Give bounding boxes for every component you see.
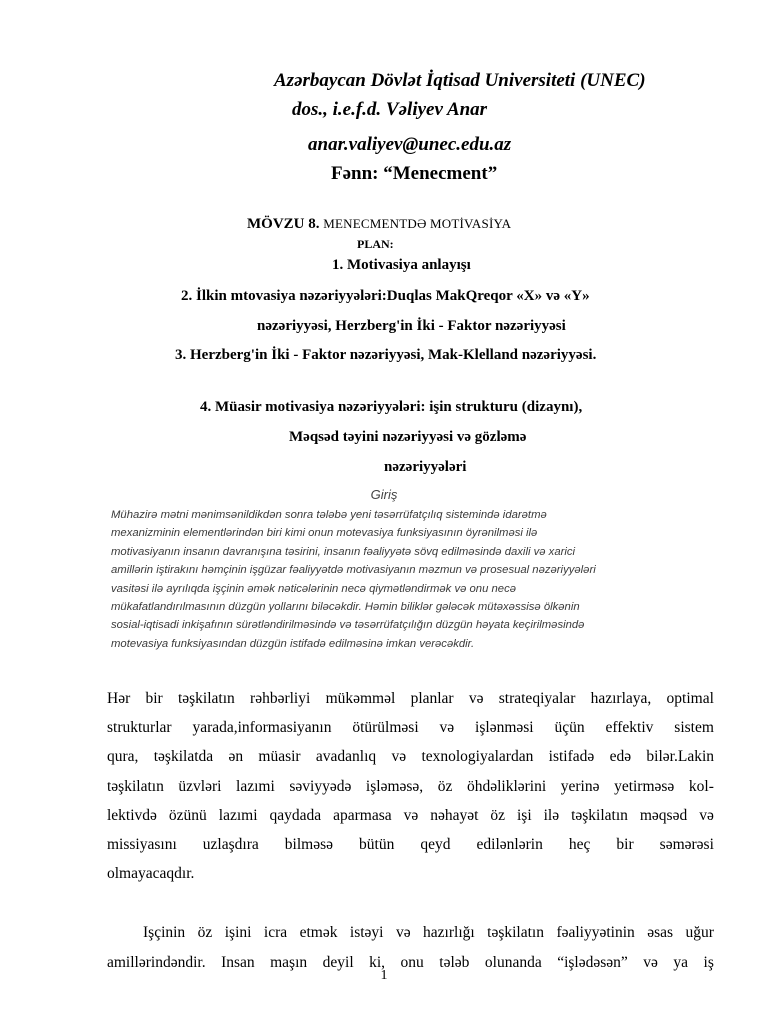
body-line: Hər bir təşkilatın rəhbərliyi mükəmməl planlar və strateqiyalar hazırlaya, optimal (107, 690, 714, 707)
plan-item-continuation: nəzəriyyələri (384, 459, 467, 475)
university-name: Azərbaycan Dövlət İqtisad Universiteti (UNEC) (274, 70, 646, 91)
intro-line: mexanizminin elementlərindən biri kimi onun motevasiya funksiyasının öyrənilməsi ilə (111, 527, 538, 540)
topic-title: MENECMENTDƏ MOTİVASİYA (323, 216, 512, 231)
intro-line: vasitəsi ilə ayrılıqda işçinin əmək nəticələrinin necə qiymətləndirmək və onu necə (111, 582, 517, 595)
author-name: dos., i.e.f.d. Vəliyev Anar (292, 99, 488, 120)
body-line: lektivdə özünü lazımi qaydada aparmasa və nəhayət öz işi ilə təşkilatın məqsəd və (107, 806, 714, 824)
intro-line: sosial-iqtisadi inkişafının sürətləndirilməsində və təsərrüfatçılığın düzgün həyata keçirilməsində (111, 619, 585, 632)
plan-item-continuation: Məqsəd təyini nəzəriyyəsi və gözləmə (289, 429, 527, 445)
body-line: Işçinin öz işini icra etmək istəyi və hazırlığı təşkilatın fəaliyyətinin əsas uğur (143, 924, 714, 942)
plan-item: 3. Herzberg'in İki - Faktor nəzəriyyəsi, Mak-Klelland nəzəriyyəsi. (175, 347, 597, 363)
body-line: təşkilatın üzvləri lazımi səviyyədə işləməsə, öz öhdəliklərini yerinə yetirməsə kol- (107, 777, 714, 795)
body-line: missiyasını uzlaşdıra bilməsə bütün qeyd edilənlərin heç bir səmərəsi (107, 836, 714, 854)
body-line: strukturlar yarada,informasiyanın ötürülməsi və işlənməsi üçün effektiv sistem (107, 719, 714, 737)
page-number: 1 (380, 968, 388, 983)
plan-label: PLAN: (357, 237, 394, 251)
intro-line: mükafatlandırılmasının düzgün yollarını biləcəkdir. Həmin biliklər gələcək mütəxəssisə ölkənin (111, 601, 580, 614)
body-text (107, 684, 714, 977)
plan-item: 4. Müasir motivasiya nəzəriyyələri: işin strukturu (dizaynı), (200, 399, 583, 415)
intro-line: Mühazirə mətni mənimsənildikdən sonra tələbə yeni təsərrüfatçılıq sistemində idarətmə (111, 509, 547, 521)
intro-line: motivasiyanın insanın davranışına təsirini, insanın fəaliyyətə sövq edilməsində daxili və xarici (111, 545, 576, 558)
topic-heading (247, 216, 511, 233)
intro-line: amillərin iştirakını həmçinin işgüzar fəaliyyətdə motivasiyanın məzmun və prosesual nəzəriyyələri (111, 564, 596, 577)
intro-line: motevasiya funksiyasından düzgün istifadə edilməsinə imkan verəcəkdir. (111, 637, 475, 650)
intro-paragraph (111, 506, 711, 653)
topic-number: MÖVZU 8. (247, 216, 320, 232)
body-line: amillərindəndir. Insan maşın deyil ki, onu tələb olunanda “işlədəsən” və ya iş (107, 953, 714, 971)
intro-heading: Giriş (370, 487, 398, 502)
plan-item-continuation: nəzəriyyəsi, Herzberg'in İki - Faktor nəzəriyyəsi (257, 318, 566, 334)
author-email: anar.valiyev@unec.edu.az (308, 134, 512, 155)
subject-line: Fənn: “Menecment” (331, 163, 498, 184)
body-line: olmayacaqdır. (107, 865, 195, 883)
body-line: qura, təşkilatda ən müasir avadanlıq və texnologiyalardan istifadə edə bilər.Lakin (107, 748, 714, 766)
plan-item: 2. İlkin mtovasiya nəzəriyyələri:Duqlas MakQreqor «X» və «Y» (181, 288, 590, 304)
plan-item: 1. Motivasiya anlayışı (332, 257, 471, 273)
